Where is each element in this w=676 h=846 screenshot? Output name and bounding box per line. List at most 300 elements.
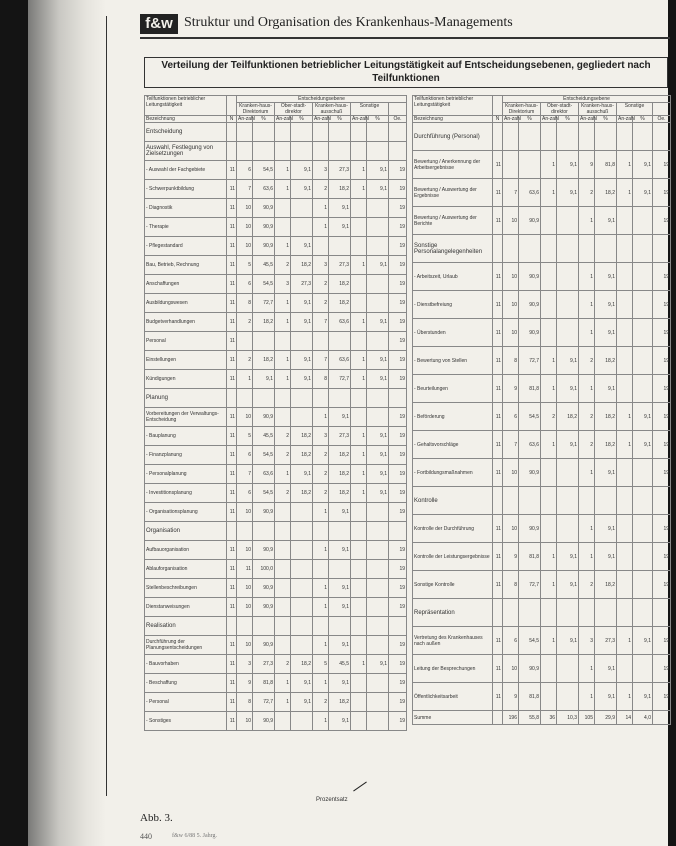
table-cell: 19	[653, 459, 671, 487]
table-cell	[351, 408, 367, 427]
table-cell	[367, 294, 389, 313]
table-cell: 11	[227, 674, 237, 693]
table-cell	[633, 291, 653, 319]
table-cell: 11	[493, 431, 503, 459]
table-cell: 19	[653, 403, 671, 431]
table-cell	[351, 123, 367, 142]
table-cell	[275, 522, 291, 541]
table-cell: 8	[503, 347, 519, 375]
table-cell: 6	[237, 484, 253, 503]
table-cell: 1	[351, 313, 367, 332]
summary-cell: 196	[503, 711, 519, 725]
table-cell: 19	[653, 207, 671, 235]
row-label: Durchführung (Personal)	[413, 123, 493, 151]
table-cell: 9,1	[633, 683, 653, 711]
summary-cell	[493, 711, 503, 725]
table-cell: 9,1	[291, 237, 313, 256]
table-cell	[557, 123, 579, 151]
table-cell: 10	[503, 319, 519, 347]
table-cell	[519, 487, 541, 515]
table-cell: 11	[227, 408, 237, 427]
table-cell: 19	[653, 347, 671, 375]
table-cell	[541, 683, 557, 711]
table-cell	[291, 503, 313, 522]
table-cell: 63,6	[329, 351, 351, 370]
table-cell: 18,2	[557, 403, 579, 431]
table-cell: 19	[389, 408, 407, 427]
row-label: - Therapie	[145, 218, 227, 237]
table-cell	[351, 541, 367, 560]
col-head-functions: Teilfunktionen betrieblicher Leitungstätigkeit	[413, 96, 493, 116]
table-row	[145, 522, 407, 541]
right-table-body	[413, 123, 671, 725]
col-percent: %	[291, 116, 313, 123]
table-cell: 1	[617, 403, 633, 431]
row-label: Ausbildungswesen	[145, 294, 227, 313]
table-cell: 7	[503, 179, 519, 207]
table-cell: 11	[493, 207, 503, 235]
table-cell: 2	[313, 180, 329, 199]
table-cell	[291, 712, 313, 731]
table-cell	[367, 541, 389, 560]
table-cell	[557, 459, 579, 487]
table-cell: 19	[389, 161, 407, 180]
footer-journal: f&w 6/88 5. Jahrg.	[172, 833, 218, 839]
table-cell: 11	[227, 541, 237, 560]
table-cell	[557, 291, 579, 319]
row-label: Sonstige Personalangelegenheiten	[413, 235, 493, 263]
table-cell: 18,2	[595, 431, 617, 459]
table-row	[413, 543, 671, 571]
gutter-line	[106, 16, 107, 796]
table-cell: 19	[389, 503, 407, 522]
table-cell: 9,1	[595, 291, 617, 319]
table-cell	[351, 579, 367, 598]
col-anzahl: An-zahl	[580, 116, 597, 122]
table-cell: 1	[313, 674, 329, 693]
table-cell: 1	[541, 347, 557, 375]
table-cell	[557, 599, 579, 627]
table-cell: 2	[579, 179, 595, 207]
table-cell	[519, 123, 541, 151]
table-cell	[557, 263, 579, 291]
table-cell	[367, 237, 389, 256]
table-cell	[367, 674, 389, 693]
table-cell	[617, 263, 633, 291]
table-cell: 9,1	[557, 151, 579, 179]
table-cell: 9,1	[557, 347, 579, 375]
table-cell: 1	[313, 503, 329, 522]
table-cell: 11	[493, 515, 503, 543]
table-row	[413, 123, 671, 151]
row-label: Bau, Betrieb, Rechnung	[145, 256, 227, 275]
table-cell: 11	[227, 465, 237, 484]
table-cell	[367, 617, 389, 636]
table-cell	[633, 571, 653, 599]
table-cell	[227, 522, 237, 541]
row-label: - Personal	[145, 693, 227, 712]
table-cell	[541, 515, 557, 543]
table-cell	[275, 617, 291, 636]
table-cell: 27,3	[291, 275, 313, 294]
table-cell	[313, 560, 329, 579]
summary-cell: 36	[541, 711, 557, 725]
table-cell: 81,8	[519, 683, 541, 711]
row-label: - Schwerpunktbildung	[145, 180, 227, 199]
table-cell	[389, 142, 407, 161]
table-cell: 1	[579, 291, 595, 319]
table-row	[413, 347, 671, 375]
table-cell: 11	[227, 446, 237, 465]
table-cell: 54,5	[253, 446, 275, 465]
row-label: Entscheidung	[145, 123, 227, 142]
table-cell: 72,7	[519, 571, 541, 599]
table-cell: 19	[389, 484, 407, 503]
table-row	[413, 319, 671, 347]
table-row	[145, 332, 407, 351]
table-cell: 11	[227, 275, 237, 294]
table-cell: 2	[579, 431, 595, 459]
summary-cell: 4,0	[633, 711, 653, 725]
table-cell: 11	[493, 179, 503, 207]
table-cell	[541, 291, 557, 319]
table-cell: 9,1	[595, 375, 617, 403]
table-cell: 9,1	[595, 207, 617, 235]
table-cell: 1	[275, 674, 291, 693]
table-row	[145, 598, 407, 617]
table-cell: 11	[227, 693, 237, 712]
table-cell: 5	[313, 655, 329, 674]
row-label: Sonstige Kontrolle	[413, 571, 493, 599]
table-row	[413, 179, 671, 207]
table-cell	[503, 235, 519, 263]
table-cell	[617, 571, 633, 599]
table-cell: 81,8	[519, 543, 541, 571]
table-cell: 9,1	[367, 427, 389, 446]
table-row	[145, 636, 407, 655]
table-cell	[493, 599, 503, 627]
table-cell: 27,3	[329, 161, 351, 180]
row-label: - Sonstiges	[145, 712, 227, 731]
table-cell	[329, 389, 351, 408]
summary-cell: 105	[579, 711, 595, 725]
table-cell	[541, 235, 557, 263]
table-cell: 90,9	[253, 636, 275, 655]
row-label: Personal	[145, 332, 227, 351]
table-row	[145, 693, 407, 712]
table-cell: 1	[579, 655, 595, 683]
table-cell: 1	[351, 180, 367, 199]
table-cell	[557, 319, 579, 347]
table-cell	[351, 617, 367, 636]
col-anzahl: An-zahl	[276, 116, 293, 122]
table-cell: 1	[617, 431, 633, 459]
table-cell: 18,2	[253, 351, 275, 370]
table-cell: 19	[389, 199, 407, 218]
table-cell: 11	[227, 598, 237, 617]
table-row	[145, 408, 407, 427]
table-cell: 19	[653, 543, 671, 571]
row-label: Vertretung des Krankenhauses nach außen	[413, 627, 493, 655]
table-cell	[275, 123, 291, 142]
table-cell	[351, 712, 367, 731]
table-cell	[541, 487, 557, 515]
table-cell	[313, 237, 329, 256]
table-cell	[617, 207, 633, 235]
table-cell	[633, 375, 653, 403]
table-cell	[367, 123, 389, 142]
table-cell: 90,9	[253, 712, 275, 731]
table-cell: 6	[503, 403, 519, 431]
table-row	[413, 375, 671, 403]
row-label: Aufbauorganisation	[145, 541, 227, 560]
table-cell	[313, 142, 329, 161]
table-cell	[275, 199, 291, 218]
table-row	[413, 683, 671, 711]
table-cell: 19	[389, 541, 407, 560]
table-cell	[557, 515, 579, 543]
table-cell: 90,9	[519, 291, 541, 319]
table-cell: 9,1	[329, 598, 351, 617]
table-cell: 90,9	[519, 515, 541, 543]
table-cell: 19	[653, 263, 671, 291]
table-cell: 1	[541, 627, 557, 655]
table-cell	[633, 123, 653, 151]
table-cell	[275, 332, 291, 351]
table-cell: 6	[237, 446, 253, 465]
table-cell: 19	[389, 655, 407, 674]
table-cell	[329, 560, 351, 579]
table-cell	[291, 123, 313, 142]
table-cell: 11	[227, 427, 237, 446]
page-number: 440	[140, 832, 152, 841]
table-cell: 45,5	[329, 655, 351, 674]
table-cell	[617, 487, 633, 515]
row-label: - Fortbildungsmaßnahmen	[413, 459, 493, 487]
table-cell: 1	[579, 263, 595, 291]
table-row	[145, 199, 407, 218]
table-cell	[595, 487, 617, 515]
table-cell: 63,6	[519, 431, 541, 459]
summary-cell: 14	[617, 711, 633, 725]
table-cell: 1	[351, 351, 367, 370]
table-cell	[237, 332, 253, 351]
table-cell	[351, 693, 367, 712]
table-cell	[351, 294, 367, 313]
table-cell: 90,9	[519, 207, 541, 235]
table-cell: 11	[227, 579, 237, 598]
row-label: Ablauforganisation	[145, 560, 227, 579]
table-cell	[291, 218, 313, 237]
table-cell	[367, 408, 389, 427]
col-level: Kranken-haus-Direktorium	[503, 103, 541, 116]
table-cell	[367, 275, 389, 294]
table-cell: 18,2	[329, 484, 351, 503]
table-cell: 10	[503, 655, 519, 683]
table-cell	[653, 487, 671, 515]
table-cell: 19	[389, 427, 407, 446]
table-cell	[351, 389, 367, 408]
table-cell: 1	[579, 375, 595, 403]
table-cell: 90,9	[519, 263, 541, 291]
table-row	[413, 655, 671, 683]
row-label: Vorbereitungen der Verwaltungs-Entscheidung	[145, 408, 227, 427]
table-cell: 2	[275, 446, 291, 465]
table-cell: 1	[275, 693, 291, 712]
table-row	[413, 291, 671, 319]
table-cell	[253, 389, 275, 408]
table-cell: 45,5	[253, 427, 275, 446]
book-spine-shadow	[28, 0, 106, 846]
figure-title: Verteilung der Teilfunktionen betrieblicher Leitungstätigkeit auf Entscheidungsebenen, gegliedert nach Teilfunktionen	[144, 57, 668, 88]
table-cell: 1	[313, 579, 329, 598]
table-cell: 6	[503, 627, 519, 655]
table-cell	[351, 218, 367, 237]
table-cell	[275, 218, 291, 237]
col-oe: Oe.	[653, 116, 671, 123]
table-cell: 11	[493, 263, 503, 291]
table-cell	[633, 515, 653, 543]
row-label: - Dienstbefreiung	[413, 291, 493, 319]
table-cell	[653, 599, 671, 627]
table-cell	[633, 319, 653, 347]
table-cell: 9,1	[367, 256, 389, 275]
table-cell: 18,2	[291, 655, 313, 674]
table-cell: 10	[237, 408, 253, 427]
table-cell: 7	[313, 351, 329, 370]
table-cell	[351, 199, 367, 218]
table-cell: 19	[389, 674, 407, 693]
table-cell: 9,1	[367, 351, 389, 370]
table-cell: 9,1	[633, 627, 653, 655]
table-cell: 1	[579, 543, 595, 571]
table-cell: 81,8	[519, 375, 541, 403]
table-cell: 1	[579, 207, 595, 235]
table-cell: 27,3	[595, 627, 617, 655]
table-cell: 9,1	[367, 161, 389, 180]
table-row	[413, 459, 671, 487]
table-cell: 11	[227, 161, 237, 180]
table-cell	[633, 487, 653, 515]
table-cell: 19	[653, 515, 671, 543]
table-cell: 9	[503, 683, 519, 711]
table-row	[145, 218, 407, 237]
table-cell	[367, 218, 389, 237]
table-cell	[227, 389, 237, 408]
table-cell	[541, 459, 557, 487]
table-cell: 19	[389, 579, 407, 598]
table-cell	[291, 142, 313, 161]
table-row	[145, 275, 407, 294]
table-cell: 1	[275, 294, 291, 313]
table-cell: 19	[653, 375, 671, 403]
table-cell	[633, 347, 653, 375]
row-label: - Finanzplanung	[145, 446, 227, 465]
table-cell: 9,1	[329, 636, 351, 655]
table-cell: 9,1	[253, 370, 275, 389]
table-cell: 54,5	[519, 403, 541, 431]
table-cell: 2	[275, 484, 291, 503]
table-cell	[367, 332, 389, 351]
table-row	[413, 599, 671, 627]
table-cell: 19	[389, 465, 407, 484]
table-cell: 11	[227, 712, 237, 731]
table-cell: 27,3	[253, 655, 275, 674]
table-cell: 1	[351, 655, 367, 674]
table-cell: 9,1	[291, 351, 313, 370]
table-cell: 11	[237, 560, 253, 579]
table-cell	[541, 655, 557, 683]
table-cell	[291, 199, 313, 218]
table-cell	[227, 123, 237, 142]
table-cell	[617, 655, 633, 683]
table-cell: 6	[237, 161, 253, 180]
table-cell: 1	[275, 180, 291, 199]
table-cell	[633, 543, 653, 571]
table-cell	[617, 319, 633, 347]
summary-cell	[653, 711, 671, 725]
table-cell	[617, 347, 633, 375]
table-cell	[275, 560, 291, 579]
col-percent: %	[253, 116, 275, 123]
col-percent: %	[519, 116, 541, 123]
table-cell	[617, 235, 633, 263]
table-cell: 2	[579, 403, 595, 431]
table-cell: 11	[227, 351, 237, 370]
table-cell: 1	[351, 161, 367, 180]
table-row	[145, 294, 407, 313]
table-cell: 1	[351, 484, 367, 503]
col-level: Kranken-haus-Direktorium	[237, 103, 275, 116]
col-head-functions: Teilfunktionen betrieblicher Leitungstätigkeit	[145, 96, 227, 116]
table-cell: 1	[313, 712, 329, 731]
table-cell: 10	[237, 199, 253, 218]
table-cell	[653, 123, 671, 151]
table-cell: 9,1	[291, 313, 313, 332]
table-cell: 2	[313, 465, 329, 484]
row-label: Bewertung / Auswertung der Berichte	[413, 207, 493, 235]
col-level: Ober-stadt-direktor	[541, 103, 579, 116]
table-cell	[617, 375, 633, 403]
table-cell	[351, 636, 367, 655]
table-cell: 11	[227, 332, 237, 351]
table-cell	[389, 389, 407, 408]
table-cell: 1	[313, 199, 329, 218]
table-row	[145, 427, 407, 446]
table-cell: 9,1	[595, 543, 617, 571]
table-cell: 2	[237, 313, 253, 332]
table-cell: 10	[237, 579, 253, 598]
table-cell: 9,1	[329, 579, 351, 598]
header-rule	[140, 37, 670, 39]
table-cell: 9	[503, 543, 519, 571]
col-anzahl: An-zahl	[542, 116, 559, 122]
table-cell: 2	[313, 446, 329, 465]
table-row	[145, 237, 407, 256]
table-cell: 11	[493, 403, 503, 431]
table-cell: 1	[579, 683, 595, 711]
col-anzahl: An-zahl	[504, 116, 521, 122]
table-row	[413, 431, 671, 459]
summary-row	[413, 711, 671, 725]
table-cell: 1	[579, 515, 595, 543]
table-row	[413, 403, 671, 431]
table-cell	[557, 487, 579, 515]
row-label: Planung	[145, 389, 227, 408]
table-cell: 9,1	[329, 503, 351, 522]
table-cell: 10	[237, 712, 253, 731]
table-cell: 19	[389, 636, 407, 655]
